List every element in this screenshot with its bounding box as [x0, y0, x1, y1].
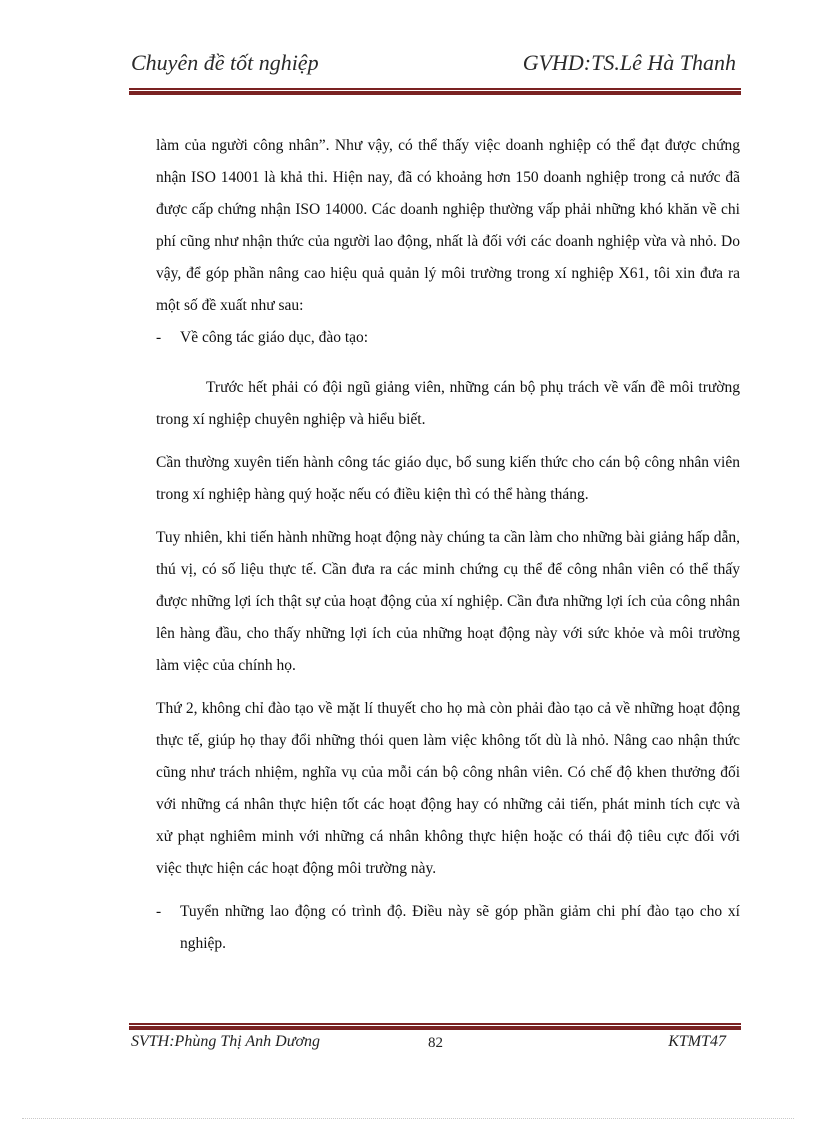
list-item-label: Tuyển những lao động có trình độ. Điều này sẽ góp phần giảm chi phí đào tạo cho xí nghiệp. — [180, 903, 740, 952]
footer-class: KTMT47 — [668, 1033, 726, 1050]
list-item-education — [156, 322, 740, 354]
list-item-recruitment — [156, 896, 740, 960]
header-divider — [129, 88, 741, 95]
list-item-label: Về công tác giáo dục, đào tạo: — [180, 329, 369, 346]
paragraph-engaging-lectures: Tuy nhiên, khi tiến hành những hoạt động này chúng ta cần làm cho những bài giảng hấp dẫn, thú vị, có số liệu thực tế. Cần đưa ra các minh chứng cụ thể để công nhân viên có thể thấy được những lợi ích thật sự của hoạt động của xí nghiệp. Cần đưa những lợi ích của công nhân lên hàng đầu, cho thấy những lợi ích của những hoạt động này với sức khỏe và môi trường làm việc của chính họ. — [156, 529, 740, 674]
list-dash: - — [156, 329, 162, 346]
footer-divider — [129, 1023, 741, 1030]
header-advisor: GVHD:TS.Lê Hà Thanh — [522, 50, 736, 75]
paragraph-practical-training: Thứ 2, không chỉ đào tạo về mặt lí thuyết cho họ mà còn phải đào tạo cả về những hoạt động thực tế, giúp họ thay đổi những thói quen làm việc không tốt dù là nhỏ. Nâng cao nhận thức cũng như trách nhiệm, nghĩa vụ của mỗi cán bộ công nhân viên. Có chế độ khen thưởng đối với những cá nhân thực hiện tốt các hoạt động hay có những cải tiến, phát minh tích cực và xử phạt nghiêm minh với những cá nhân không thực hiện hoặc có thái độ tiêu cực đối với việc thực hiện các hoạt động môi trường này. — [156, 700, 740, 877]
header-title: Chuyên đề tốt nghiệp — [131, 50, 319, 75]
page-number: 82 — [428, 1035, 443, 1051]
footer-student: SVTH:Phùng Thị Anh Dương — [131, 1033, 320, 1050]
paragraph-intro: làm của người công nhân”. Như vậy, có thể thấy việc doanh nghiệp có thể đạt được chứng nhận ISO 14001 là khả thi. Hiện nay, đã có khoảng hơn 150 doanh nghiệp trong cả nước đã được cấp chứng nhận ISO 14000. Các doanh nghiệp thường vấp phải những khó khăn về chi phí cũng như nhận thức của người lao động, nhất là đối với các doanh nghiệp vừa và nhỏ. Do vậy, để góp phần nâng cao hiệu quả quản lý môi trường trong xí nghiệp X61, tôi xin đưa ra một số đề xuất như sau: — [156, 137, 740, 314]
paragraph-lecturers: Trước hết phải có đội ngũ giảng viên, những cán bộ phụ trách về vấn đề môi trường trong xí nghiệp chuyên nghiệp và hiểu biết. — [156, 379, 740, 428]
list-dash: - — [156, 903, 162, 920]
paragraph-regular-training: Cần thường xuyên tiến hành công tác giáo dục, bổ sung kiến thức cho cán bộ công nhân viên trong xí nghiệp hàng quý hoặc nếu có điều kiện thì có thể hàng tháng. — [156, 454, 740, 503]
page-edge-dotted-line — [22, 1118, 794, 1119]
document-body — [156, 130, 740, 960]
